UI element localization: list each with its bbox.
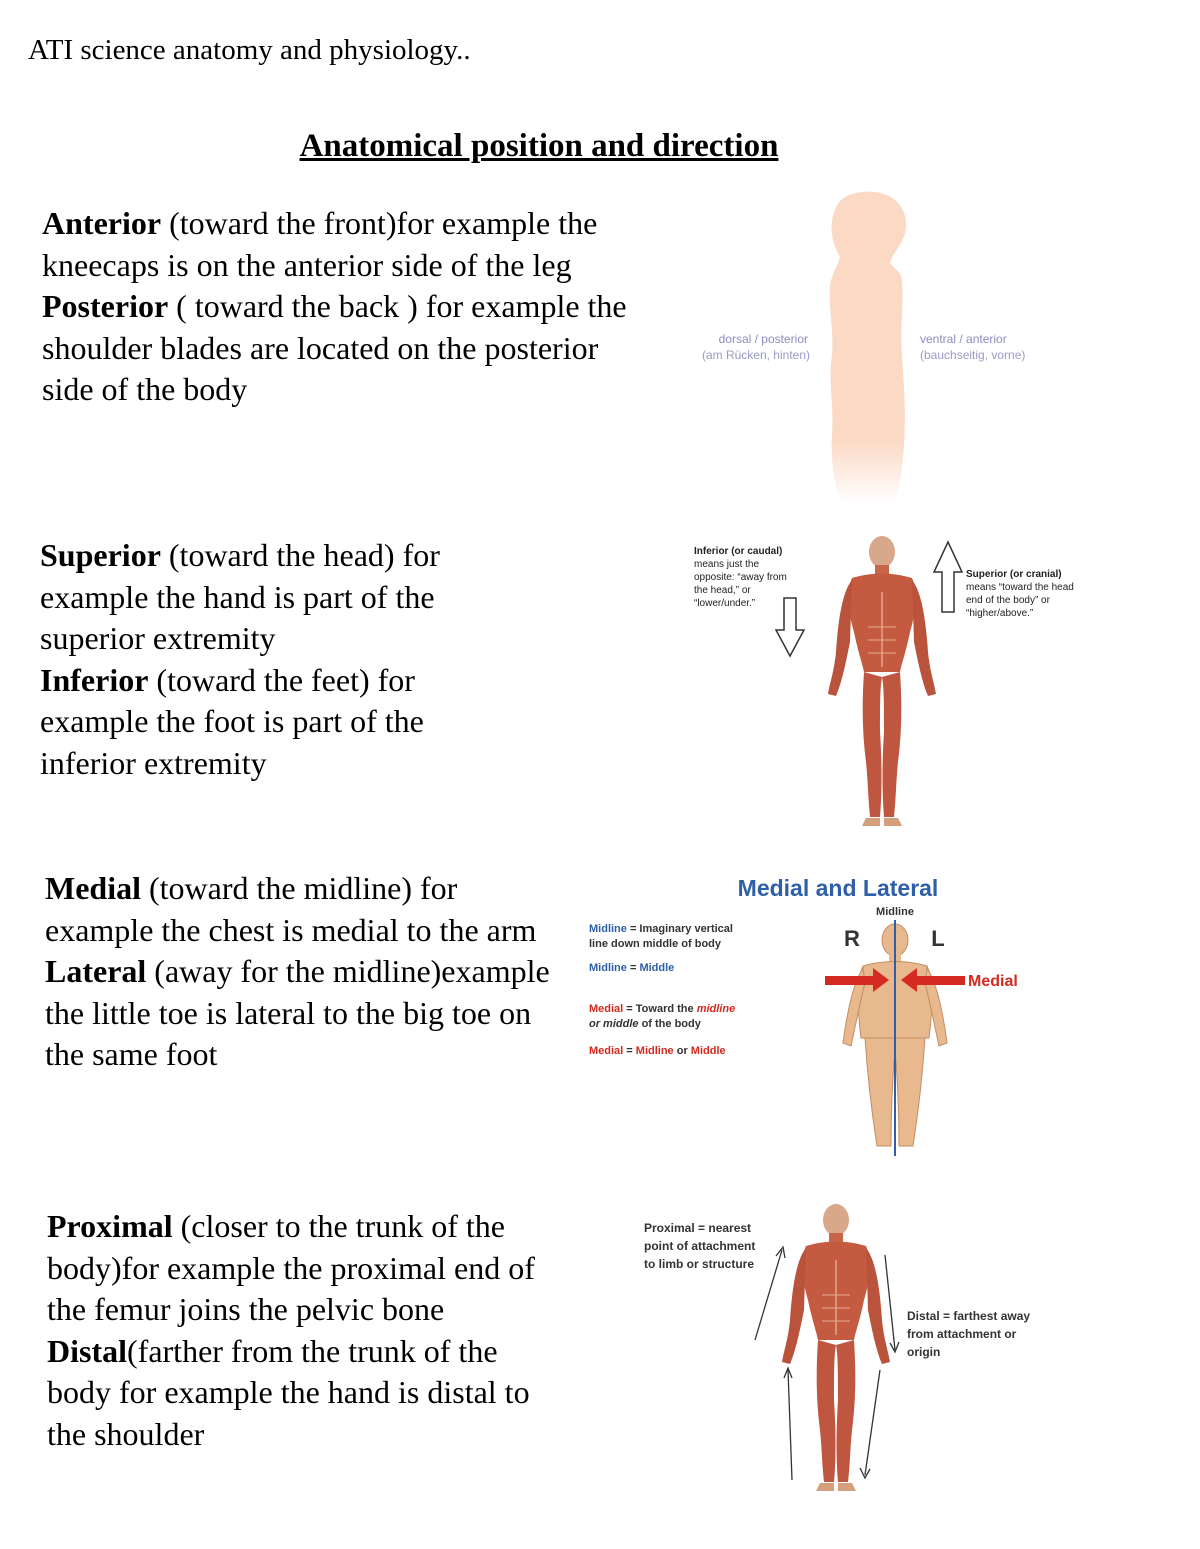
inferior-line-1: Inferior (or caudal) [694, 546, 783, 557]
inferior-paragraph [40, 660, 520, 785]
inferior-line-2: means just the [694, 559, 760, 570]
section-medial-lateral [45, 868, 555, 1076]
ventral-sublabel: (bauchseitig, vorne) [920, 348, 1026, 362]
down-arrow-icon [776, 598, 804, 656]
superior-line-3: end of the body” or [966, 595, 1050, 606]
definition-4: Medial = Midline or Middle [589, 1045, 726, 1057]
posterior-desc: ( toward the back ) for example the shoulder blades are located on the posterior side of the body [42, 288, 627, 407]
section-superior-inferior [40, 535, 520, 784]
section-proximal-distal [47, 1206, 567, 1455]
medial-paragraph [45, 868, 555, 951]
distal-line-3: origin [907, 1345, 941, 1359]
definition-3: Medial = Toward the midline [589, 1003, 736, 1015]
definition-1-cont: line down middle of body [589, 938, 721, 950]
figure-proximal-distal [640, 1200, 1060, 1510]
distal-line-2: from attachment or [907, 1327, 1017, 1341]
proximal-line-1: Proximal = nearest [644, 1221, 752, 1235]
definition-2: Midline = Middle [589, 962, 675, 974]
muscle-figure-proximal-distal [640, 1200, 1060, 1510]
superior-text [966, 569, 1074, 619]
proximal-line-2: point of attachment [644, 1239, 756, 1253]
definition-3-cont: or middle of the body [589, 1018, 701, 1030]
inferior-line-3: opposite: “away from [694, 572, 787, 583]
section-anterior-posterior [42, 203, 642, 411]
dorsal-label: dorsal / posterior [718, 332, 808, 346]
definition-1: Midline = Imaginary vertical [589, 923, 733, 935]
figure-superior-inferior [690, 532, 1100, 842]
definitions [589, 923, 735, 1057]
muscle-figure-superior-inferior [690, 532, 1100, 842]
lateral-desc: (away for the midline)example the little toe is lateral to the big toe on the same foot [45, 953, 550, 1072]
superior-term: Superior [40, 537, 161, 573]
anterior-term: Anterior [42, 205, 162, 241]
lateral-term: Lateral [45, 953, 147, 989]
dorsal-sublabel: (am Rücken, hinten) [701, 348, 810, 362]
posterior-paragraph [42, 286, 642, 411]
medial-desc: (toward the midline) for example the chest is medial to the arm [45, 870, 537, 948]
body-outline-icon [843, 920, 947, 1156]
inferior-text [694, 546, 787, 609]
distal-line-1: Distal = farthest away [907, 1309, 1031, 1323]
inferior-term: Inferior [40, 661, 149, 698]
proximal-arrow-upper-icon [755, 1250, 782, 1340]
anterior-paragraph [42, 203, 642, 286]
muscle-body-icon-2 [782, 1204, 890, 1491]
ventral-label: ventral / anterior [920, 332, 1007, 346]
superior-line-4: “higher/above.” [966, 608, 1034, 619]
figure-dorsal-ventral [680, 185, 1060, 505]
medial-term: Medial [45, 870, 141, 906]
distal-term: Distal [47, 1332, 127, 1369]
side-silhouette-image [680, 185, 1060, 505]
superior-paragraph [40, 535, 520, 660]
distal-arrow-lower-icon [865, 1370, 880, 1475]
superior-line-1: Superior (or cranial) [966, 569, 1062, 580]
proximal-paragraph [47, 1206, 567, 1331]
muscle-body-icon [828, 536, 936, 826]
medial-label: Medial [968, 973, 1018, 990]
left-side-label: L [931, 926, 945, 951]
anterior-desc: (toward the front)for example the kneecaps is on the anterior side of the leg [42, 205, 598, 283]
proximal-arrow-lower-icon [788, 1370, 792, 1480]
side-body-shape [830, 192, 907, 503]
superior-desc: (toward the head) for example the hand is part of the superior extremity [40, 537, 440, 656]
proximal-line-3: to limb or structure [644, 1257, 755, 1271]
medial-lateral-title: Medial and Lateral [737, 875, 939, 901]
document-header: ATI science anatomy and physiology.. [28, 34, 471, 66]
up-arrow-icon [934, 542, 962, 612]
figure-medial-lateral [585, 868, 1055, 1158]
page-title: Anatomical position and direction [299, 128, 779, 164]
distal-paragraph [47, 1331, 567, 1456]
inferior-line-4: the head,” or [694, 585, 751, 596]
right-side-label: R [844, 926, 860, 951]
lateral-paragraph [45, 951, 555, 1076]
inferior-desc: (toward the feet) for example the foot is part of the inferior extremity [40, 661, 424, 781]
proximal-text [644, 1221, 755, 1271]
midline-label: Midline [876, 906, 914, 918]
distal-text [907, 1309, 1030, 1359]
superior-line-2: means “toward the head [966, 582, 1074, 593]
proximal-term: Proximal [47, 1208, 173, 1244]
inferior-line-5: “lower/under.” [694, 598, 756, 609]
distal-desc: (farther from the trunk of the body for example the hand is distal to the shoulder [47, 1332, 530, 1452]
distal-arrow-upper-icon [885, 1255, 895, 1350]
proximal-desc: (closer to the trunk of the body)for example the proximal end of the femur joins the pelvic bone [47, 1208, 535, 1327]
posterior-term: Posterior [42, 288, 169, 324]
medial-lateral-diagram [585, 868, 1055, 1158]
